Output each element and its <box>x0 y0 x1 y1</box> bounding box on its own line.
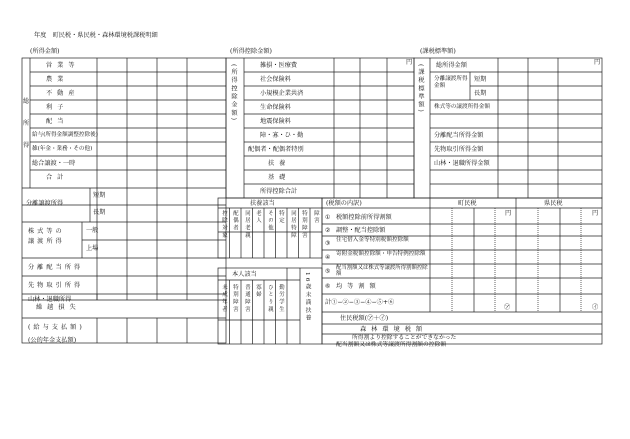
tax-yen-pref: 円 <box>592 210 599 217</box>
sogo-label: 総 <box>23 98 30 105</box>
tb-row-long: 長期 <box>474 90 487 97</box>
tax-row-4-label: 寄附金税額控除額・申告特例控除額 <box>336 251 426 257</box>
mark-a: ㋐ <box>504 304 511 311</box>
tax-row-5-label: 配当割額又は株式等譲渡所得割額控除額 <box>336 265 428 278</box>
ded-row-sho: 障・寡・ひ・勤 <box>260 132 304 139</box>
kyuyo-shiharai-label: (給与支払額) <box>28 324 85 331</box>
income-row-nogyo: 農業 <box>46 76 69 83</box>
toku-label: 得 <box>23 142 30 149</box>
col-pref-header: 県民税 <box>544 200 563 207</box>
tax-row-6-no: ⑥ <box>325 283 331 290</box>
deduction-vertical-label: (所得控除金額) <box>230 64 237 123</box>
under16-label: 16歳未満扶養 <box>304 272 310 323</box>
kabu-ippan-label: 一般 <box>86 227 99 234</box>
footnote-2: 配当割額又は株式等譲渡所得割額の控除額 <box>336 342 447 348</box>
tax-row-1-no: ① <box>325 214 331 221</box>
fuyo-col-3: 同居老親 <box>244 210 250 240</box>
deduction-header: (所得控除金額) <box>230 48 272 55</box>
tb-row-short: 短期 <box>474 76 487 83</box>
honnin-col-6: 勤労学生 <box>278 284 284 314</box>
tb-row-bunri: 分離譲渡所得金額 <box>434 76 468 89</box>
shinrin-zei-label: 森林環境税額 <box>360 326 428 333</box>
tb-row-sogo: 総所得金額 <box>436 62 467 69</box>
jumin-zei-label: 住民税額(㋐＋㋑) <box>340 315 389 322</box>
bunri-short-label: 短期 <box>93 192 106 199</box>
fuyo-col-1: 控除対象 <box>221 210 227 240</box>
bunri-haito-label: 分離配当所得 <box>28 264 84 271</box>
bunri-joto-label: 分離譲渡所得 <box>26 200 64 207</box>
tb-row-sanrin: 山林・退職所得金額 <box>434 160 490 167</box>
income-row-zatsu: 雑(年金・業務・その他) <box>32 146 93 152</box>
fuyo-col-7: 同居特障 <box>290 210 296 240</box>
ded-row-shokibo: 小規模企業共済 <box>260 90 304 97</box>
honnin-col-2: 特別障害 <box>232 284 238 314</box>
footnote-1: 所得割より控除することができなかった <box>352 335 457 341</box>
form-lines <box>22 58 602 344</box>
tax-row-4-no: ④ <box>325 254 331 261</box>
honnin-col-1: 未成年者 <box>221 284 227 314</box>
form-title: 年度 町民税・県民税・森林環境税課税明細 <box>34 32 158 39</box>
tax-row-2-label: 調整・配当控除額 <box>336 227 386 234</box>
ded-row-haigusha: 配偶者・配偶者特別 <box>248 146 304 153</box>
kurikoshi-label: 繰越損失 <box>36 304 81 311</box>
bunri-long-label: 長期 <box>93 209 106 216</box>
fuyo-col-5: その他 <box>267 210 273 233</box>
tax-row-6-label: 均等割額 <box>336 283 381 290</box>
sakimono-label: 先物取引所得 <box>28 282 84 289</box>
honnin-col-4: 寡婦 <box>255 284 261 299</box>
ded-row-fuyo: 扶養 <box>268 160 291 167</box>
ded-row-seimei: 生命保険料 <box>260 104 291 111</box>
income-header: (所得金額) <box>30 48 60 55</box>
ded-row-jishin: 地震保険料 <box>260 118 291 125</box>
income-row-kyuyo: 給与(所得金額調整控除後) <box>32 132 98 138</box>
tb-row-haito: 分離配当所得金額 <box>434 132 484 139</box>
kabu-jojo-label: 上場 <box>86 245 99 252</box>
ded-row-shaho: 社会保険料 <box>260 76 291 83</box>
tax-row-3-label: 住宅借入金等特別税額控除額 <box>336 237 409 243</box>
tb-row-sakimono: 先物取引所得金額 <box>434 146 484 153</box>
fuyo-col-9: 障害 <box>313 210 319 225</box>
fuyo-title: 扶養該当 <box>250 200 275 207</box>
honnin-title: 本人該当 <box>232 271 257 278</box>
fuyo-col-8: 特別障害 <box>301 210 307 240</box>
fuyo-col-4: 老人 <box>255 210 261 225</box>
tax-row-5-no: ⑤ <box>325 268 331 275</box>
sanrin-label: 山林・退職所得 <box>28 296 72 303</box>
ded-row-gokei: 所得控除合計 <box>260 188 298 195</box>
income-row-fudosan: 不動産 <box>46 90 80 97</box>
ded-row-kiso: 基礎 <box>268 174 291 181</box>
fuyo-col-2: 配偶者 <box>232 210 238 233</box>
sho-label: 所 <box>23 120 30 127</box>
income-row-gokei: 合計 <box>46 174 69 181</box>
tax-yen-town: 円 <box>505 210 512 217</box>
income-row-eigyo: 営業等 <box>46 62 80 69</box>
nenkin-shiharai-label: (公的年金支払額) <box>28 337 77 344</box>
tax-detail-title: (税額の内訳) <box>326 200 362 207</box>
income-row-rishi: 利子 <box>46 104 69 111</box>
tax-row-3-no: ③ <box>325 240 331 247</box>
tb-yen-mark: 円 <box>594 59 601 66</box>
ded-yen-mark: 円 <box>406 59 413 66</box>
mark-i: ㋑ <box>592 304 599 311</box>
income-row-haito: 配当 <box>46 118 69 125</box>
col-town-header: 町民税 <box>458 200 477 207</box>
honnin-col-5: ひとり親 <box>267 284 273 314</box>
fuyo-col-6: 特定 <box>278 210 284 225</box>
income-row-jototoji: 総合譲渡・一時 <box>32 160 76 167</box>
tax-row-2-no: ② <box>325 227 331 234</box>
tb-row-kabu: 株式等の譲渡所得金額 <box>434 104 490 110</box>
ded-row-zasson: 雑損・医療費 <box>260 62 298 69</box>
tax-total-label: 計①−②−③−④−⑤+⑥ <box>325 299 395 306</box>
taxbase-vertical-label: (課税標準額) <box>417 64 424 114</box>
tax-row-1-label: 税額控除前所得割額 <box>336 214 392 221</box>
kabu-label-1: 株式等の <box>28 228 65 235</box>
honnin-col-3: 普通障害 <box>244 284 250 314</box>
kabu-label-2: 譲渡所得 <box>28 238 65 245</box>
taxbase-header: (課税標準額) <box>420 48 456 55</box>
